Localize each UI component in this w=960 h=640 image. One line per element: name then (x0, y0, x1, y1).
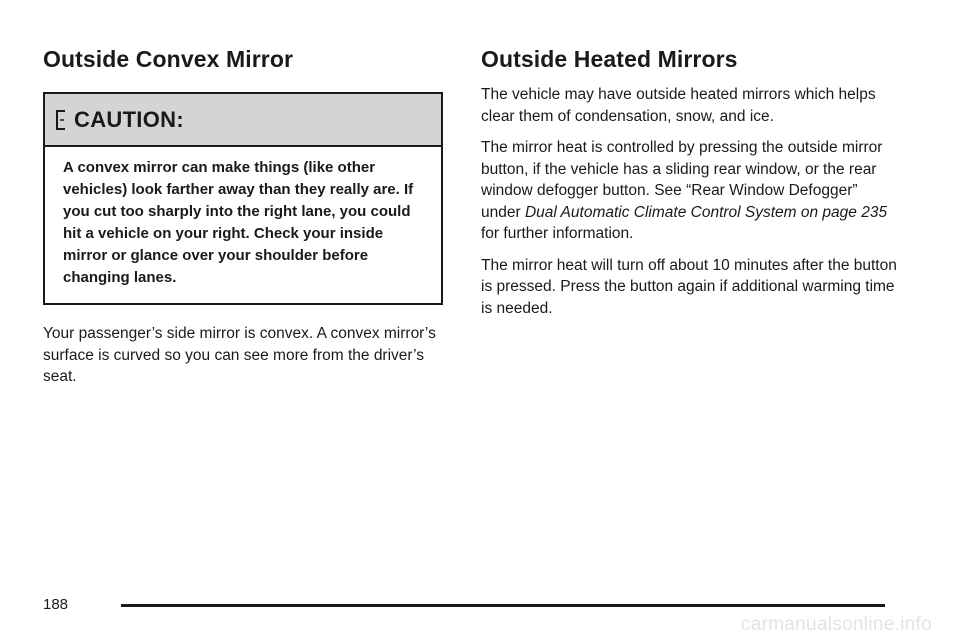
caution-text: A convex mirror can make things (like other vehicles) look farther away than they really are. If you cut too sharply into the right lane, you could hit a vehicle on your right. Check your inside mirror or glance over your shoulder before changing lanes. (63, 159, 414, 286)
heated-mirrors-paragraph-1: The vehicle may have outside heated mirrors which helps clear them of condensation, snow, and ice. (481, 86, 876, 125)
watermark: carmanualsonline.info (740, 614, 932, 635)
heated-mirrors-paragraph-3: The mirror heat will turn off about 10 minutes after the button is pressed. Press the button again if additional warming time is needed. (481, 256, 897, 317)
section-heading-convex-mirror: Outside Convex Mirror (43, 46, 294, 72)
caution-title: CAUTION: (74, 106, 184, 132)
paragraph-2-text-before: The mirror heat is controlled by pressing the outside mirror button, if the vehicle has a sliding rear window, or the rear window defogger button. See “Rear Window Defogger” under (481, 139, 883, 221)
page-number: 188 (43, 596, 69, 613)
heated-mirrors-paragraph-2 (481, 137, 901, 245)
caution-box (43, 92, 443, 305)
section-heading-heated-mirrors: Outside Heated Mirrors (481, 46, 738, 72)
left-column (43, 40, 446, 388)
footer-rule (121, 604, 885, 607)
right-column (481, 40, 901, 319)
convex-mirror-paragraph: Your passenger’s side mirror is convex. A convex mirror’s surface is curved so you can see more from the driver’s seat. (43, 325, 436, 385)
caution-bracket-icon (53, 109, 69, 131)
cross-reference-link[interactable]: Dual Automatic Climate Control System on page 235 (524, 203, 888, 221)
caution-header (45, 94, 441, 147)
paragraph-2-text-after: for further information. (481, 225, 634, 242)
